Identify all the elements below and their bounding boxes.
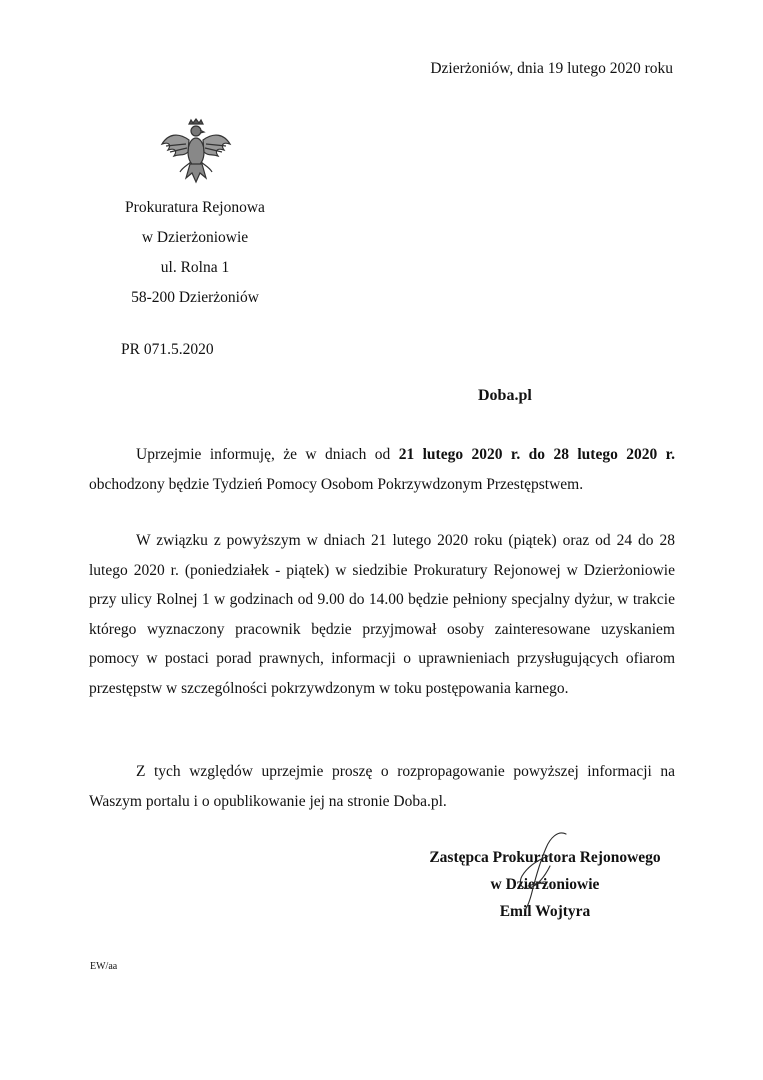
- signature-place: w Dzierżoniowie: [490, 876, 600, 893]
- initials: EW/aa: [90, 961, 118, 972]
- office-street: ul. Rolna 1: [160, 259, 230, 276]
- office-postcode: 58-200 Dzierżoniów: [131, 289, 259, 306]
- paragraph-1-start: Uprzejmie informuję, że w dniach od: [136, 446, 399, 463]
- signature-name: Emil Wojtyra: [499, 903, 591, 920]
- office-address: [60, 193, 330, 313]
- office-name: Prokuratura Rejonowa: [125, 199, 265, 216]
- polish-eagle-emblem-icon: [158, 118, 234, 188]
- place-date: Dzierżoniów, dnia 19 lutego 2020 roku: [430, 60, 673, 77]
- reference-number: PR 071.5.2020: [121, 341, 214, 358]
- paragraph-3: Z tych względów uprzejmie proszę o rozpropagowanie powyższej informacji na Waszym portalu i o opublikowanie jej na stronie Doba.pl.: [89, 763, 675, 810]
- recipient: Doba.pl: [478, 387, 532, 404]
- paragraph-1: [89, 440, 675, 499]
- handwritten-signature: [488, 826, 588, 916]
- signature-title: Zastępca Prokuratora Rejonowego: [429, 849, 661, 866]
- paragraph-2: W związku z powyższym w dniach 21 lutego 2020 roku (piątek) oraz od 24 do 28 lutego 2020 r. (poniedziałek - piątek) w siedzibie Prokuratury Rejonowej w Dzierżoniowie przy ulicy Rolnej 1 w godzinach od 9.00 do 14.00 będzie pełniony specjalny dyżur, w trakcie którego wyznaczony pracownik będzie przyjmował osoby zainteresowane uzyskaniem pomocy w postaci porad prawnych, informacji o uprawnieniach przysługujących ofiarom przestępstw w szczególności pokrzywdzonym w toku postępowania karnego.: [89, 532, 675, 697]
- office-city: w Dzierżoniowie: [141, 229, 249, 246]
- paragraph-1-dates: 21 lutego 2020 r. do 28 lutego 2020 r.: [398, 446, 675, 463]
- paragraph-1-end: obchodzony będzie Tydzień Pomocy Osobom Pokrzywdzonym Przestępstwem.: [89, 475, 584, 493]
